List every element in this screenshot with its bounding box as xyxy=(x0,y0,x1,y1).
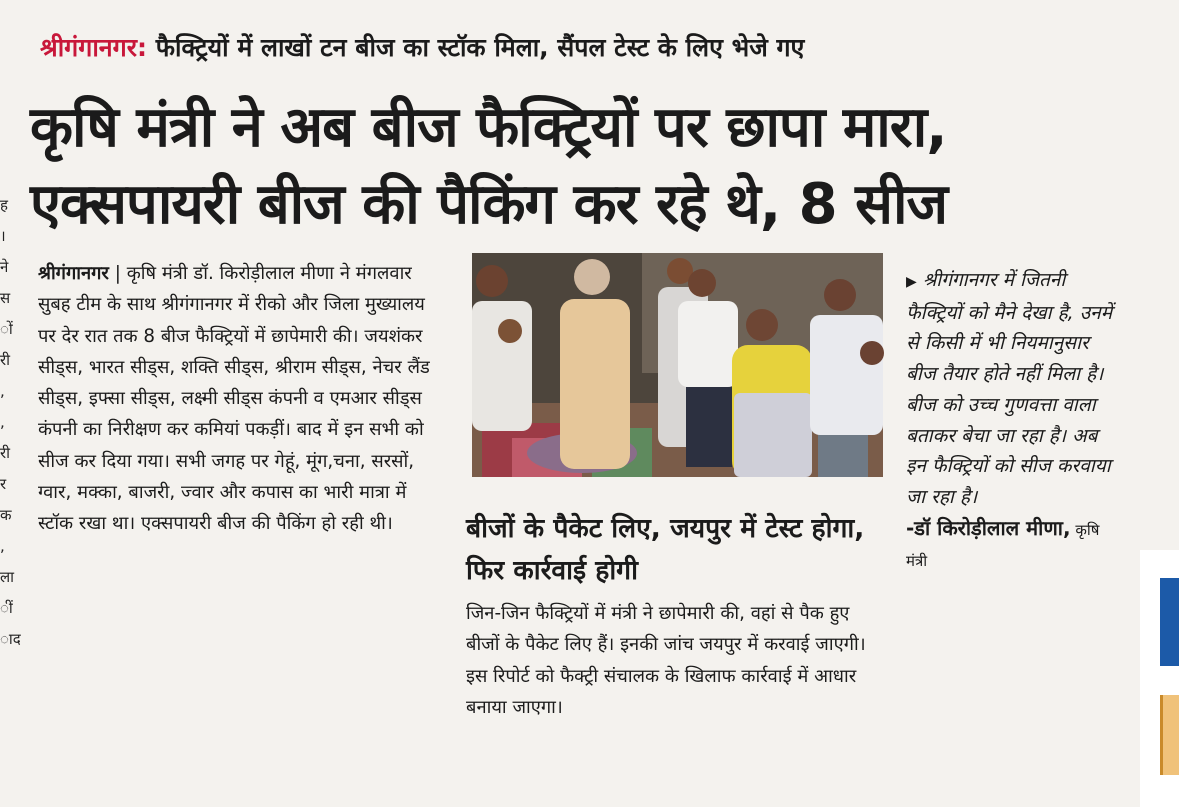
right-edge-image xyxy=(1160,695,1179,775)
strap-place: श्रीगंगानगर: xyxy=(40,33,147,62)
edge-fragment: , xyxy=(0,413,5,431)
edge-fragment: । xyxy=(0,227,6,245)
edge-fragment: , xyxy=(0,537,5,555)
kicker-strap xyxy=(40,30,1140,64)
headline-line-1: कृषि मंत्री ने अब बीज फैक्ट्रियों पर छापा मारा, xyxy=(30,95,947,160)
article-body xyxy=(38,258,438,540)
quote-byline: -डॉ किरोड़ीलाल मीणा, xyxy=(906,515,1071,540)
strap-text: फैक्ट्रियों में लाखों टन बीज का स्टॉक मिला, सैंपल टेस्ट के लिए भेजे गए xyxy=(155,33,805,62)
quote-role: कृषि मंत्री xyxy=(906,520,1100,571)
edge-fragment: स xyxy=(0,289,11,307)
dateline: श्रीगंगानगर xyxy=(38,263,109,284)
article-body-2: जिन-जिन फैक्ट्रियों में मंत्री ने छापेमारी की, वहां से पैक हुए बीजों के पैकेट लिए हैं। इनकी जांच जयपुर में करवाई जाएगी। इस रिपोर्ट को फैक्ट्री संचालक के खिलाफ कार्रवाई में आधार बनाया जाएगा। xyxy=(466,603,866,718)
edge-fragment: ाद xyxy=(0,630,21,648)
photo-illustration xyxy=(472,253,883,477)
subheading: बीजों के पैकेट लिए, जयपुर में टेस्ट होगा, फिर कार्रवाई होगी xyxy=(466,513,865,586)
quote-text: श्रीगंगानगर में जितनी फैक्ट्रियों को मैने देखा है, उनमें से किसी में भी नियमानुसार बीज तैयार होते नहीं मिला है। बीज को उच्च गुणवत्ता वाला बताकर बेचा जा रहा है। अब इन फैक्ट्रियों को सीज करवाया जा रहा है। xyxy=(906,269,1113,508)
edge-fragment: ह xyxy=(0,196,8,214)
news-photo xyxy=(472,253,883,477)
edge-fragment: री xyxy=(0,444,11,462)
left-column-edge-fragments xyxy=(0,190,21,750)
edge-fragment: ने xyxy=(0,258,9,276)
quote-marker-icon: ▶ xyxy=(906,274,917,290)
edge-fragment: ीं xyxy=(0,599,13,617)
edge-fragment: र xyxy=(0,475,7,493)
edge-fragment: री xyxy=(0,351,11,369)
article-text: | कृषि मंत्री डॉ. किरोड़ीलाल मीणा ने मंगलवार सुबह टीम के साथ श्रीगंगानगर में रीको और जिला मुख्यालय पर देर रात तक 8 बीज फैक्ट्रियों में छापेमारी की। जयशंकर सीड्स, भारत सीड्स, शक्ति सीड्स, श्रीराम सीड्स, नेचर लैंड सीड्स, इफ्सा सीड्स, लक्ष्मी सीड्स कंपनी व एमआर सीड्स कंपनी का निरीक्षण कर कमियां पकड़ीं। बाद में इन सभी को सीज कर दिया गया। सभी जगह पर गेहूं, मूंग,चना, सरसों, ग्वार, मक्का, बाजरी, ज्वार और कपास का भारी मात्रा में स्टॉक रखा था। एक्सपायरी बीज की पैकिंग हो रही थी। xyxy=(38,263,430,535)
headline-line-2: एक्सपायरी बीज की पैकिंग कर रहे थे, 8 सीज xyxy=(30,172,948,237)
edge-fragment: ला xyxy=(0,568,15,586)
edge-fragment: क xyxy=(0,506,12,524)
right-edge-blue-block xyxy=(1160,578,1179,666)
edge-fragment: , xyxy=(0,382,5,400)
edge-fragment: ों xyxy=(0,320,13,338)
minister-quote xyxy=(906,265,1121,577)
